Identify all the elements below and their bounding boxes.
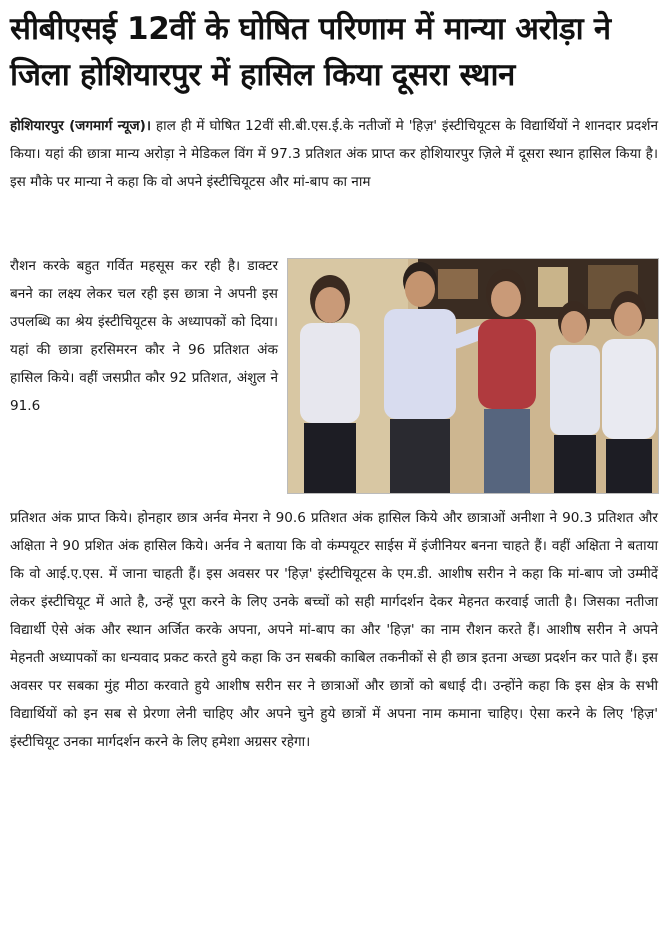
news-photo-illustration [288, 259, 658, 493]
article-dateline: होशियारपुर (जगमार्ग न्यूज)। [10, 118, 151, 134]
article-paragraph-bottom: प्रतिशत अंक प्राप्त किये। होनहार छात्र अर्नव मेनरा ने 90.6 प्रतिशत अंक हासिल किये और छात्राओं अनीशा ने 90.3 प्रतिशत और अक्षिता ने 90 प्रशित अंक हासिल किये। अर्नव ने बताया कि वो कंम्पयूटर साईस में इंजीनियर बनना चाहते हैं। वहीं अक्षिता ने बताया कि वो आई.ए.एस. में जाना चाहती हैं। इस अवसर पर 'हिज़' इंस्टीचियूटस के एम.डी. आशीष सरीन ने कहा कि मां-बाप जो उम्मीदें लेकर इंस्टीचियूट में आते है, उन्हें पूरा करने के लिए उनके बच्चों को सही मार्गदर्शन देकर मेहनत करवाई जाती है। जिसका नतीजा विद्यार्थी ऐसे अंक और स्थान अर्जित करके अपना, अपने मां-बाप का और 'हिज़' का नाम रौशन करते हैं। आशीष सरीन ने अपने मेहनती अध्यापकों का धन्यवाद प्रकट करते हुये कहा कि उन सबकी काबिल तकनीकों से ही छात्र इतना अच्छा प्रदर्शन कर पाते हैं। इस अवसर पर सबका मुंह मीठा करवाते हुये आशीष सरीन सर ने छात्राओं और छात्रों को बधाई दी। उन्होंने कहा कि इस क्षेत्र के सभी विद्यार्थियों को इन सब से प्रेरणा लेनी चाहिए और अपने चुने हुये छात्रों में अपना नाम कमाना चाहिए। ऐसा करने के लिए 'हिज़' इंस्टीचियूट उनका मार्गदर्शन करने के लिए हमेशा अग्रसर रहेगा। [10, 510, 659, 750]
news-photo [287, 258, 659, 494]
article-paragraph-top [10, 112, 658, 196]
article-intro-text: हाल ही में घोषित 12वीं सी.बी.एस.ई.के नतीजों मे 'हिज़' इंस्टीचियूटस के विद्यार्थियों ने शानदार प्रदर्शन किया। यहां की छात्रा मान्य अरोड़ा ने मेडिकल विंग में 97.3 प्रतिशत अंक प्राप्त कर होशियारपुर ज़िले में दूसरा स्थान हासिल किया है। इस मौके पर मान्या ने कहा कि वो अपने इंस्टीचियूटस और मां-बाप का नाम [10, 118, 658, 190]
article-paragraph-wrap: रौशन करके बहुत गर्वित महसूस कर रही है। डाक्टर बनने का लक्ष्य लेकर चल रही इस छात्रा ने अपनी इस उपलब्धि का श्रेय इंस्टीचियूटस के अध्यापकों को दिया। यहां की छात्रा हरसिमरन कौर ने 96 प्रतिशत अंक हासिल किये। वहीं जसप्रीत कौर 92 प्रतिशत, अंशुल ने 91.6 [10, 258, 278, 414]
article-headline: सीबीएसई 12वीं के घोषित परिणाम में मान्या अरोड़ा ने जिला होशियारपुर में हासिल किया दूसरा स्थान [10, 11, 611, 93]
